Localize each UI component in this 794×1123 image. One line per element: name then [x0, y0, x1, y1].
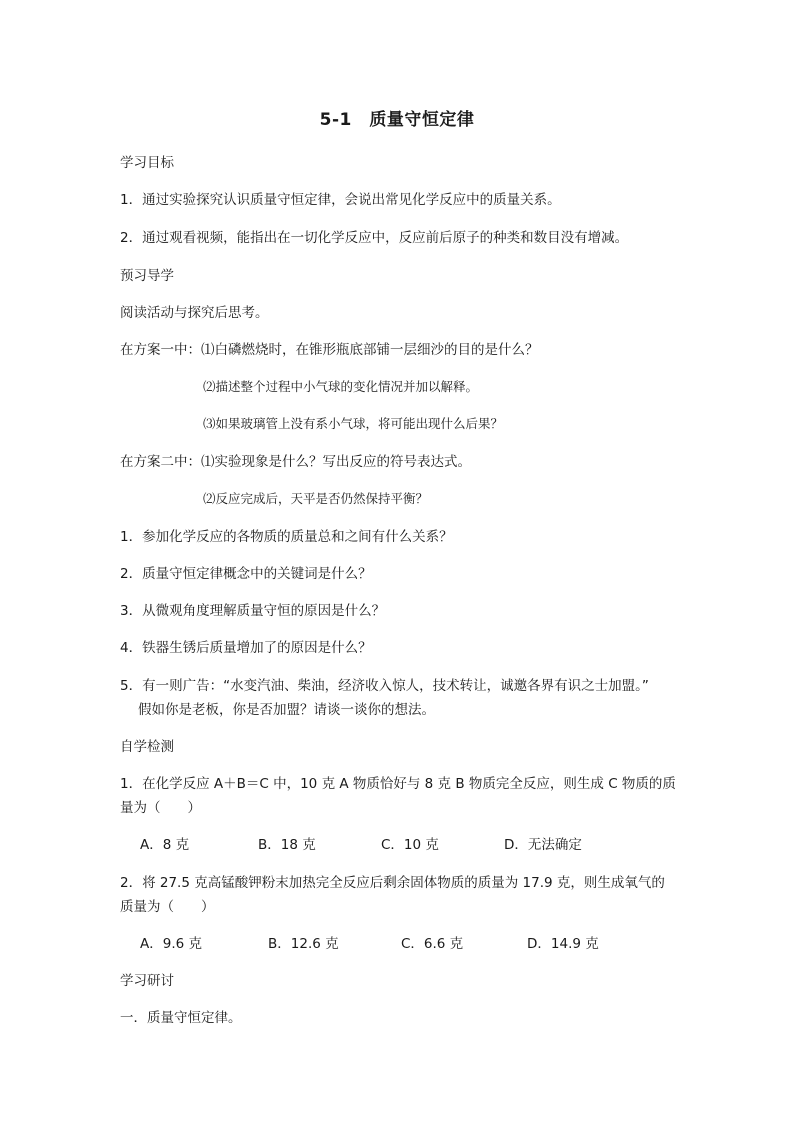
plan1-question-2: ⑵描述整个过程中小气球的变化情况并加以解释。 — [203, 379, 479, 394]
option-c: C．10 克 — [381, 837, 439, 853]
option-b: B．18 克 — [258, 837, 316, 853]
question-5-line-1: 5．有一则广告：“水变汽油、柴油，经济收入惊人，技术转让，诚邀各界有识之士加盟。” — [120, 678, 649, 694]
preview-intro: 阅读活动与探究后思考。 — [120, 305, 269, 321]
option-a: A．9.6 克 — [140, 936, 202, 952]
question-3: 3．从微观角度理解质量守恒的原因是什么？ — [120, 603, 386, 619]
selfcheck-question-1-line-2: 量为（ ） — [120, 800, 201, 816]
question-5-line-2: 假如你是老板，你是否加盟？请谈一谈你的想法。 — [138, 702, 435, 718]
question-2: 2．质量守恒定律概念中的关键词是什么？ — [120, 566, 372, 582]
selfcheck-question-1-line-1: 1．在化学反应 A＋B＝C 中，10 克 A 物质恰好与 8 克 B 物质完全反应，则生成 C 物质的质 — [120, 776, 676, 792]
goals-heading: 学习目标 — [120, 155, 174, 171]
option-d: D．无法确定 — [504, 837, 582, 853]
selfcheck-question-2-line-1: 2．将 27.5 克高锰酸钾粉末加热完全反应后剩余固体物质的质量为 17.9 克，则生成氧气的 — [120, 875, 665, 891]
plan2-question-2: ⑵反应完成后，天平是否仍然保持平衡？ — [203, 491, 429, 506]
page-title: 5-1 质量守恒定律 — [319, 110, 475, 130]
option-d: D．14.9 克 — [527, 936, 599, 952]
study-item-1: 一．质量守恒定律。 — [120, 1010, 242, 1026]
plan1-question-1: 在方案一中：⑴白磷燃烧时，在锥形瓶底部铺一层细沙的目的是什么？ — [120, 342, 539, 358]
option-c: C．6.6 克 — [401, 936, 464, 952]
question-4: 4．铁器生锈后质量增加了的原因是什么？ — [120, 640, 372, 656]
plan2-question-1: 在方案二中：⑴实验现象是什么？写出反应的符号表达式。 — [120, 454, 471, 470]
option-b: B．12.6 克 — [268, 936, 339, 952]
preview-heading: 预习导学 — [120, 268, 174, 284]
goal-item-1: 1．通过实验探究认识质量守恒定律，会说出常见化学反应中的质量关系。 — [120, 192, 561, 208]
option-a: A．8 克 — [140, 837, 190, 853]
question-1: 1．参加化学反应的各物质的质量总和之间有什么关系？ — [120, 529, 453, 545]
selfcheck-question-2-line-2: 质量为（ ） — [120, 899, 215, 915]
plan1-question-3: ⑶如果玻璃管上没有系小气球，将可能出现什么后果？ — [203, 416, 504, 431]
study-heading: 学习研讨 — [120, 973, 174, 989]
goal-item-2: 2．通过观看视频，能指出在一切化学反应中，反应前后原子的种类和数目没有增减。 — [120, 230, 629, 246]
selfcheck-heading: 自学检测 — [120, 739, 174, 755]
